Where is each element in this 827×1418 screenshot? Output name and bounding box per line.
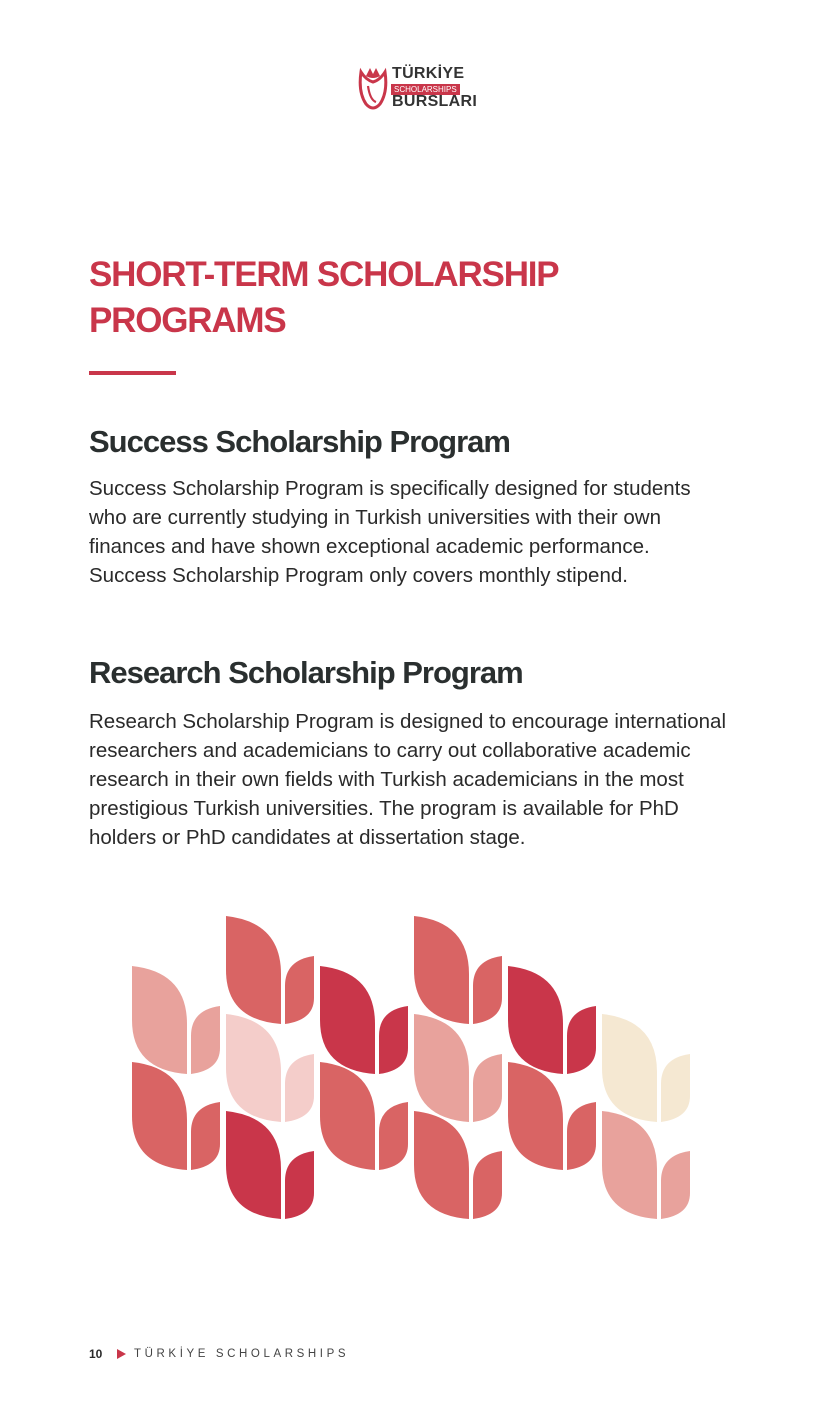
research-program-heading: Research Scholarship Program	[89, 655, 523, 690]
tulip-shape	[226, 1014, 314, 1122]
turkiye-scholarships-logo	[356, 62, 476, 112]
tulip-shape	[132, 966, 220, 1074]
tulip-pattern-illustration	[130, 916, 700, 1226]
title-underline	[89, 371, 176, 375]
success-program-description: Success Scholarship Program is specifically designed for students who are currently studying in Turkish universities with their own finances and have shown exceptional academic performance. Success Scholarship Program only covers monthly stipend.	[89, 477, 691, 587]
tulip-shape	[226, 916, 314, 1024]
footer-label: TÜRKİYE SCHOLARSHIPS	[134, 1348, 350, 1360]
tulip-shape	[602, 1111, 690, 1219]
section-title: SHORT-TERM SCHOLARSHIP PROGRAMS	[89, 255, 558, 340]
tulip-shape	[320, 966, 408, 1074]
research-program-description: Research Scholarship Program is designed to encourage international researchers and academicians to carry out collaborative academic research in their own fields with Turkish academicians in the most prestigious Turkish universities. The program is available for PhD holders or PhD candidates at dissertation stage.	[89, 710, 727, 849]
tulip-shape	[320, 1062, 408, 1170]
page-number: 10	[89, 1347, 103, 1361]
tulip-shape	[414, 1014, 502, 1122]
tulip-shape	[508, 966, 596, 1074]
tulip-shape	[414, 1111, 502, 1219]
arrow-right-icon	[117, 1349, 126, 1359]
logo-word-scholarships: SCHOLARSHIPS	[391, 84, 460, 95]
tulip-logo-icon	[356, 62, 390, 112]
tulip-shape	[602, 1014, 690, 1122]
logo-word-turkiye: TÜRKİYE	[392, 65, 465, 82]
tulip-shape	[414, 916, 502, 1024]
tulip-shape	[132, 1062, 220, 1170]
success-program-heading: Success Scholarship Program	[89, 424, 510, 459]
tulip-shape	[226, 1111, 314, 1219]
logo-word-burslari: BURSLARI	[392, 93, 478, 110]
tulip-shape	[508, 1062, 596, 1170]
page-footer	[89, 1347, 349, 1361]
